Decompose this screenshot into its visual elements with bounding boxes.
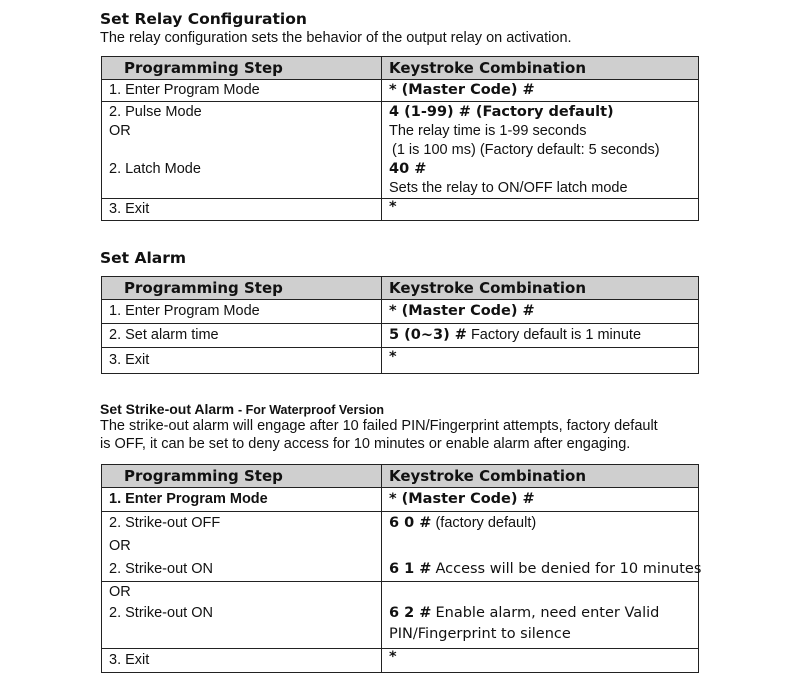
keystroke-cell: 4 (1-99) # (Factory default) The relay time is 1-99 seconds (1 is 100 ms) (Factory default: 5 seconds) 40 # Sets the relay to ON/OFF latch mode [382, 102, 699, 199]
keystroke-cell [382, 512, 702, 582]
keystroke-note: (factory default) [435, 515, 537, 531]
table-row [102, 102, 699, 199]
column-header-step: Programming Step [102, 465, 382, 488]
table-header-row [102, 277, 699, 300]
column-header-keystroke: Keystroke Combination [382, 57, 699, 80]
step-cell: 1. Enter Program Mode [102, 300, 382, 324]
step-cell: 1. Enter Program Mode [102, 80, 382, 102]
table-row [102, 324, 699, 348]
column-header-keystroke: Keystroke Combination [382, 465, 699, 488]
relay-table [101, 56, 699, 221]
strike-title-suffix: - For Waterproof Version [237, 403, 385, 417]
keystroke-cell: * [382, 649, 699, 673]
step-cell: 2. Strike-out OFF OR 2. Strike-out ON [102, 512, 382, 582]
step-cell: 3. Exit [102, 199, 382, 221]
keystroke-code: 6 0 # [389, 515, 432, 531]
step-cell: 1. Enter Program Mode [102, 488, 382, 512]
keystroke-cell: * [382, 199, 699, 221]
alarm-title: Set Alarm [100, 249, 187, 267]
step-cell: 3. Exit [102, 649, 382, 673]
table-row [102, 649, 699, 673]
strike-description-line-1: The strike-out alarm will engage after 10 failed PIN/Fingerprint attempts, factory default [100, 418, 658, 434]
column-header-keystroke: Keystroke Combination [382, 277, 699, 300]
keystroke-cell: * (Master Code) # [382, 488, 699, 512]
table-row [102, 300, 699, 324]
column-header-step: Programming Step [102, 277, 382, 300]
keystroke-cell: * (Master Code) # [382, 300, 699, 324]
keystroke-note: Factory default is 1 minute [470, 327, 642, 343]
alarm-table [101, 276, 699, 374]
keystroke-cell: * [382, 348, 699, 374]
keystroke-code: 5 (0~3) # [389, 327, 467, 343]
step-cell: 2. Pulse Mode OR 2. Latch Mode [102, 102, 382, 199]
step-cell: OR 2. Strike-out ON [102, 582, 382, 649]
keystroke-cell [382, 324, 699, 348]
strike-title: Set Strike-out Alarm - For Waterproof Version [100, 401, 385, 417]
table-header-row [102, 465, 699, 488]
keystroke-cell: 6 2 # Enable alarm, need enter Valid PIN/Fingerprint to silence [382, 582, 699, 649]
table-row [102, 512, 699, 582]
step-cell: 2. Set alarm time [102, 324, 382, 348]
table-row [102, 199, 699, 221]
table-header-row [102, 57, 699, 80]
table-row [102, 80, 699, 102]
column-header-step: Programming Step [102, 57, 382, 80]
strike-description-line-2: is OFF, it can be set to deny access for 10 minutes or enable alarm after engaging. [100, 436, 631, 452]
strike-table [101, 464, 702, 673]
keystroke-code: 6 2 # [389, 605, 432, 621]
table-row [102, 348, 699, 374]
keystroke-cell: * (Master Code) # [382, 80, 699, 102]
keystroke-note: Enable alarm, need enter Valid [435, 605, 660, 621]
keystroke-code: 6 1 # [389, 561, 432, 577]
relay-title: Set Relay Configuration [100, 10, 307, 28]
step-cell: 3. Exit [102, 348, 382, 374]
table-row [102, 488, 699, 512]
keystroke-note: Access will be denied for 10 minutes [435, 561, 702, 577]
relay-description: The relay configuration sets the behavior of the output relay on activation. [100, 30, 572, 46]
table-row [102, 582, 699, 649]
